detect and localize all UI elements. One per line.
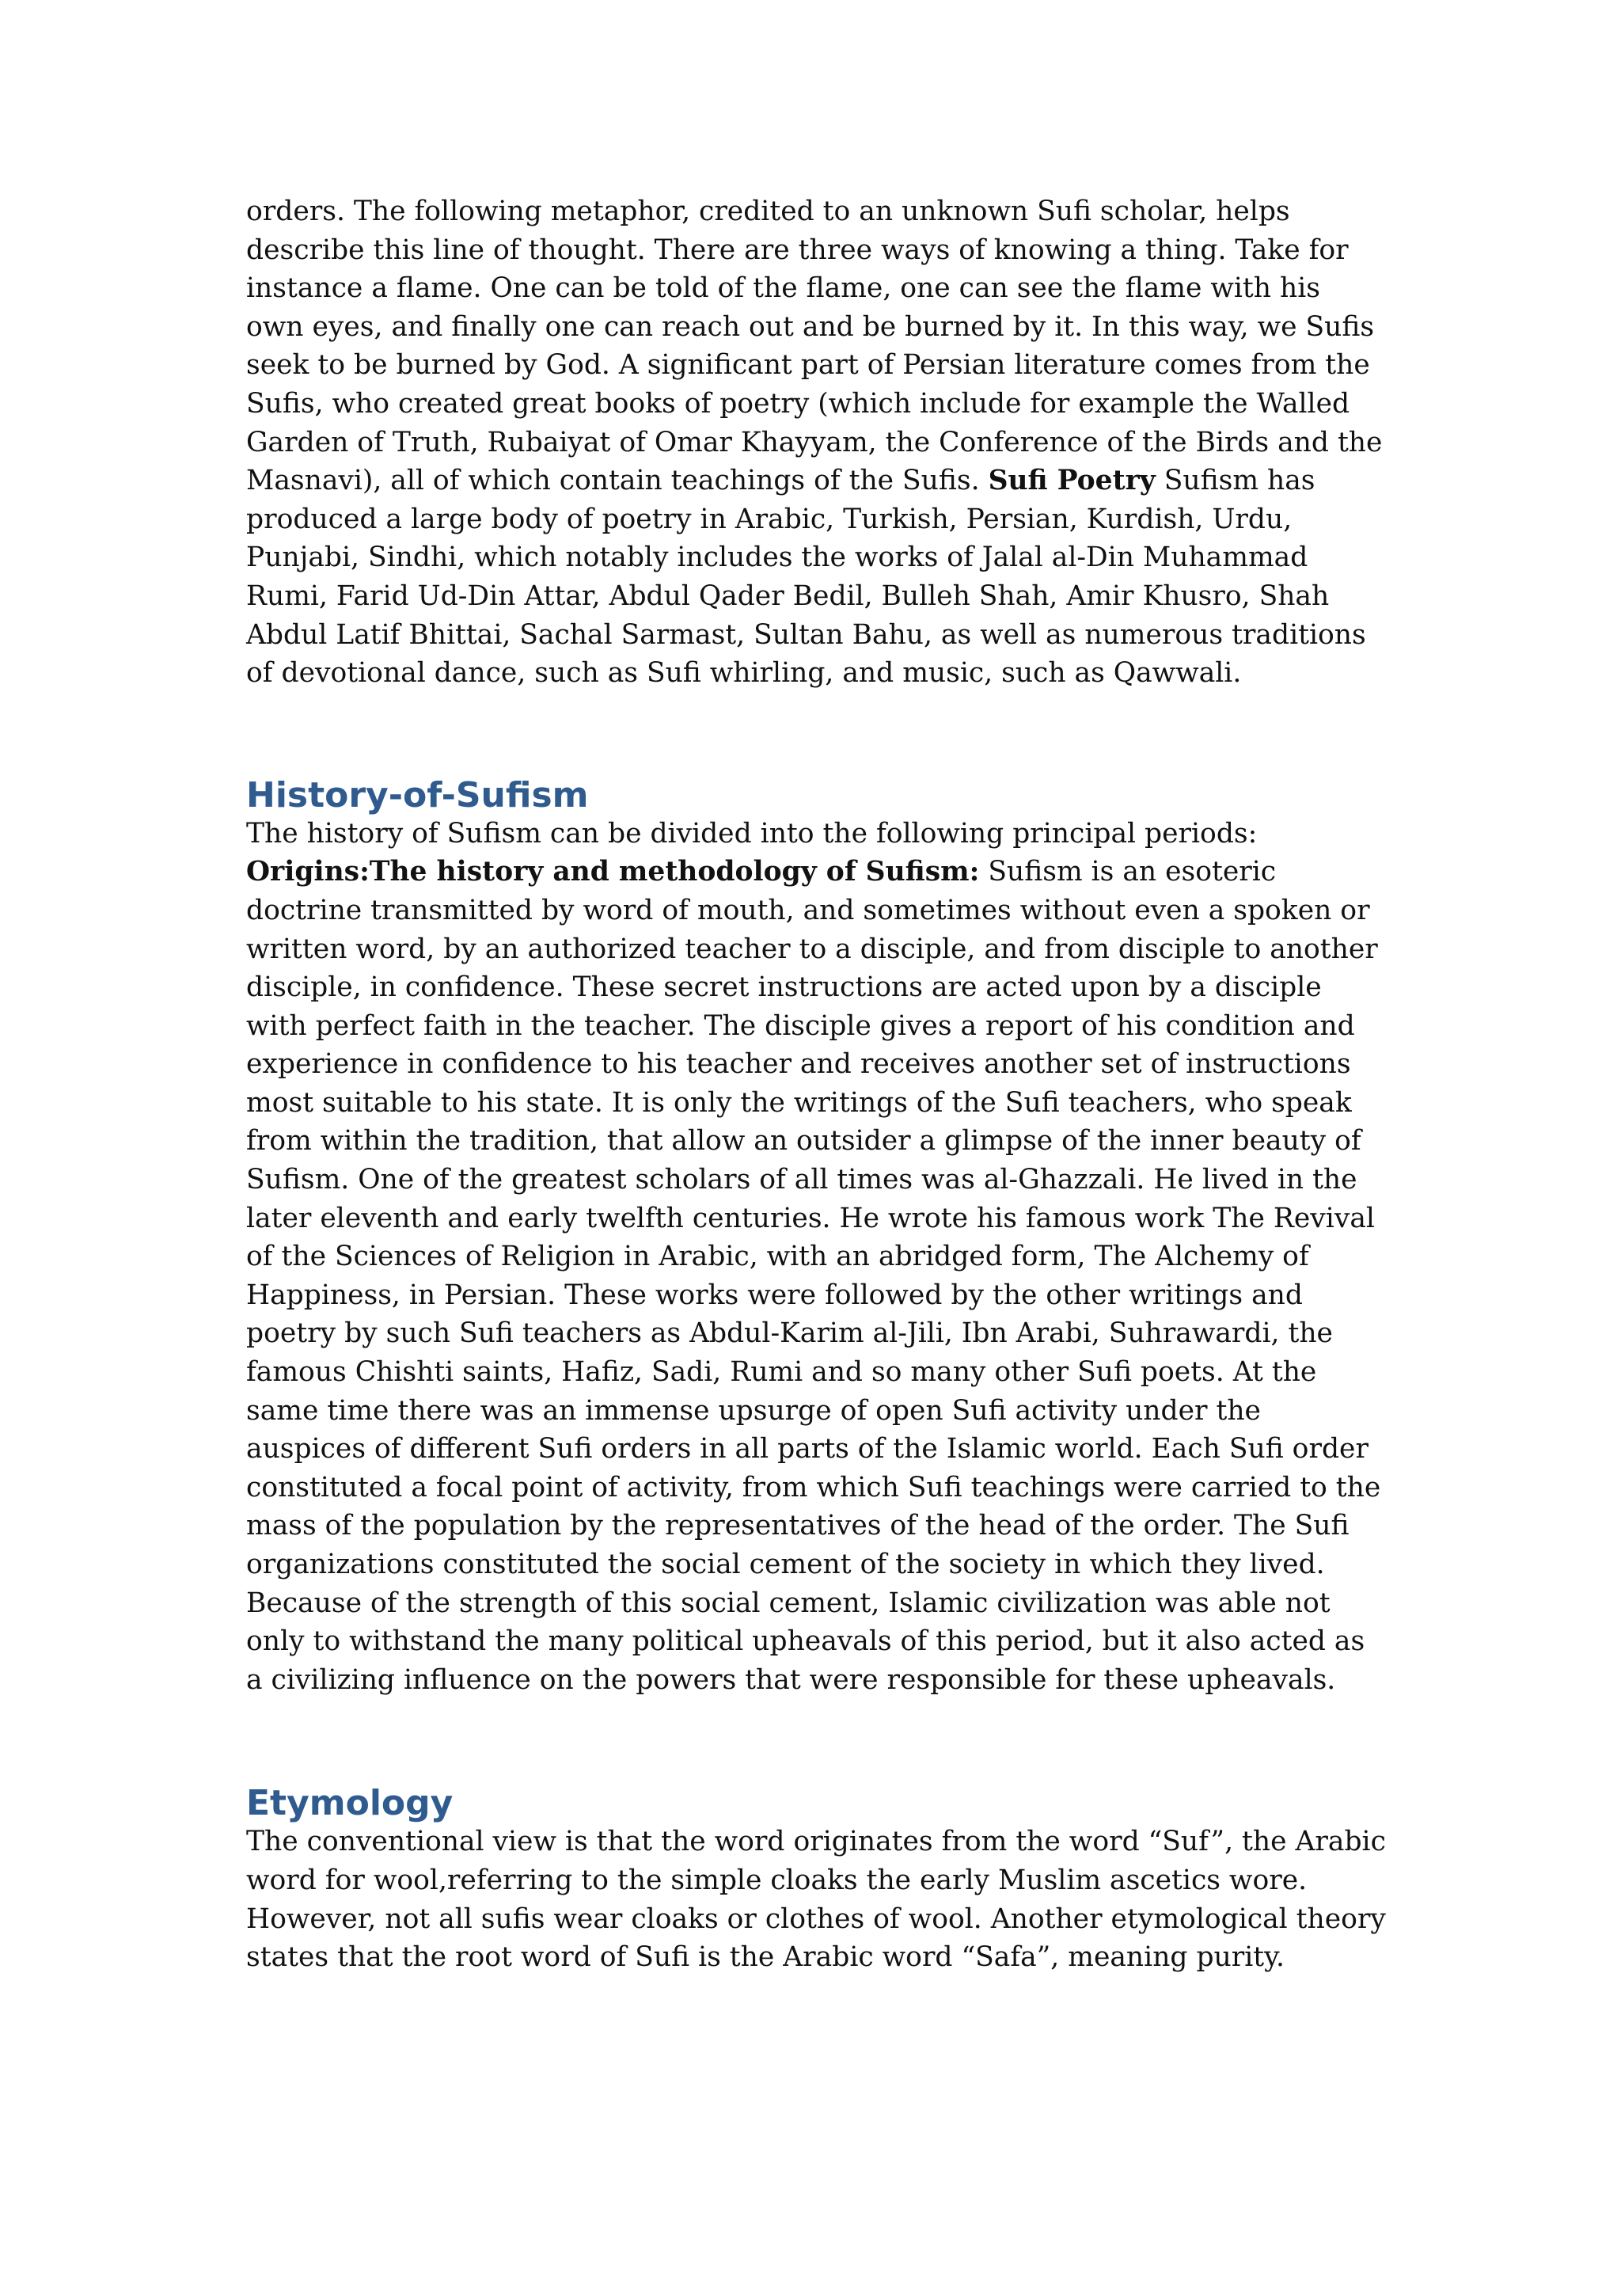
history-text: Sufism is an esoteric doctrine transmitted by word of mouth, and sometimes without even a spoken or written word, by an authorized teacher to a disciple, and from disciple to another disciple, in confidence. These secret instructions are acted upon by a disciple with perfect faith in the teacher. The disciple gives a report of his condition and experience in confidence to his teacher and receives another set of instructions most suitable to his state. It is only the writings of the Sufi teachers, who speak from within the tradition, that allow an outsider a glimpse of the inner beauty of Sufism. One of the greatest scholars of all times was al-Ghazzali. He lived in the later eleventh and early twelfth centuries. He wrote his famous work The Revival of the Sciences of Religion in Arabic, with an abridged form, The Alchemy of Happiness, in Persian. These works were followed by the other writings and poetry by such Sufi teachers as Abdul-Karim al-Jili, Ibn Arabi, Suhrawardi, the famous Chishti saints, Hafiz, Sadi, Rumi and so many other Sufi poets. At the same time there was an immense upsurge of open Sufi activity under the auspices of different Sufi orders in all parts of the Islamic world. Each Sufi order constituted a focal point of activity, from which Sufi teachings were carried to the mass of the population by the representatives of the head of the order. The Sufi organizations constituted the social cement of the society in which they lived. Because of the strength of this social cement, Islamic civilization was able not only to withstand the many political upheavals of this period, but it also acted as a civilizing influence on the powers that were responsible for these upheavals. xyxy=(246,856,1381,1696)
sufi-poetry-bold: Sufi Poetry xyxy=(988,465,1156,497)
etymology-heading: Etymology xyxy=(246,1783,454,1824)
intro-paragraph xyxy=(246,192,1386,693)
document-page xyxy=(246,192,1386,1977)
history-heading: History-of-Sufism xyxy=(246,774,589,815)
history-paragraph xyxy=(246,815,1386,1700)
origins-bold: Origins:The history and methodology of Sufism: xyxy=(246,856,980,888)
history-intro-line: The history of Sufism can be divided into the following principal periods: xyxy=(246,817,1258,850)
intro-text-a: orders. The following metaphor, credited to an unknown Sufi scholar, helps describe this line of thought. There are three ways of knowing a thing. Take for instance a flame. One can be told of the flame, one can see the flame with his own eyes, and finally one can reach out and be burned by it. In this way, we Sufis seek to be burned by God. A significant part of Persian literature comes from the Sufis, who created great books of poetry (which include for example the Walled Garden of Truth, Rubaiyat of Omar Khayyam, the Conference of the Birds and the Masnavi), all of which contain teachings of the Sufis. xyxy=(246,196,1383,497)
etymology-paragraph: The conventional view is that the word originates from the word “Suf”, the Arabic word for wool,referring to the simple cloaks the early Muslim ascetics wore. However, not all sufis wear cloaks or clothes of wool. Another etymological theory states that the root word of Sufi is the Arabic word “Safa”, meaning purity. xyxy=(246,1826,1386,1974)
intro-text-b: Sufism has produced a large body of poetry in Arabic, Turkish, Persian, Kurdish, Urdu, Punjabi, Sindhi, which notably includes the works of Jalal al-Din Muhammad Rumi, Farid Ud-Din Attar, Abdul Qader Bedil, Bulleh Shah, Amir Khusro, Shah Abdul Latif Bhittai, Sachal Sarmast, Sultan Bahu, as well as numerous traditions of devotional dance, such as Sufi whirling, and music, such as Qawwali. xyxy=(246,465,1366,690)
